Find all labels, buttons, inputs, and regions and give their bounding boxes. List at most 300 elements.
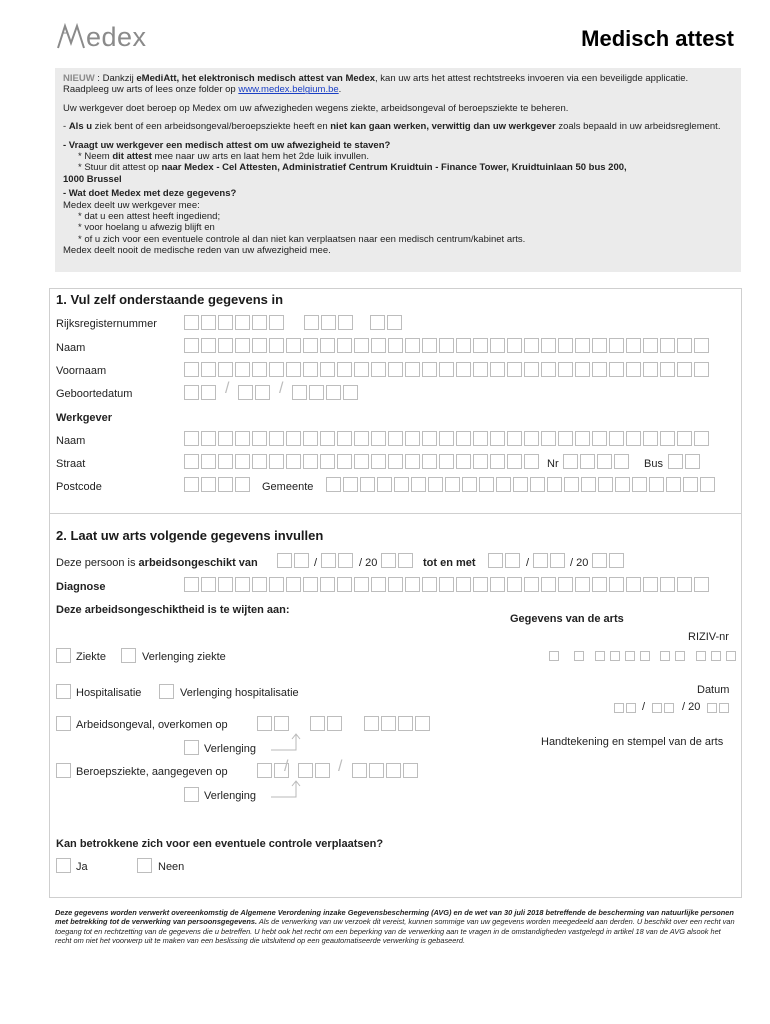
char-box[interactable] bbox=[184, 454, 199, 469]
char-box[interactable] bbox=[541, 362, 556, 377]
char-box[interactable] bbox=[387, 315, 402, 330]
char-box[interactable] bbox=[660, 338, 675, 353]
riziv-input-1[interactable] bbox=[549, 651, 559, 661]
char-box[interactable] bbox=[707, 703, 717, 713]
char-box[interactable] bbox=[660, 362, 675, 377]
char-box[interactable] bbox=[456, 338, 471, 353]
char-box[interactable] bbox=[592, 553, 607, 568]
char-box[interactable] bbox=[405, 577, 420, 592]
char-box[interactable] bbox=[422, 338, 437, 353]
char-box[interactable] bbox=[422, 362, 437, 377]
char-box[interactable] bbox=[303, 577, 318, 592]
char-box[interactable] bbox=[439, 454, 454, 469]
char-box[interactable] bbox=[549, 651, 559, 661]
char-box[interactable] bbox=[381, 716, 396, 731]
char-box[interactable] bbox=[609, 338, 624, 353]
char-box[interactable] bbox=[343, 385, 358, 400]
char-box[interactable] bbox=[626, 338, 641, 353]
privacy-footer bbox=[55, 908, 735, 946]
char-box[interactable] bbox=[255, 385, 270, 400]
char-box[interactable] bbox=[405, 454, 420, 469]
char-box[interactable] bbox=[473, 577, 488, 592]
char-box[interactable] bbox=[320, 338, 335, 353]
char-box[interactable] bbox=[371, 338, 386, 353]
char-box[interactable] bbox=[422, 454, 437, 469]
char-box[interactable] bbox=[388, 362, 403, 377]
char-box[interactable] bbox=[558, 577, 573, 592]
char-box[interactable] bbox=[473, 362, 488, 377]
char-box[interactable] bbox=[597, 454, 612, 469]
riziv-input-3[interactable] bbox=[595, 651, 650, 661]
char-box[interactable] bbox=[505, 553, 520, 568]
char-box[interactable] bbox=[184, 362, 199, 377]
char-box[interactable] bbox=[320, 362, 335, 377]
char-box[interactable] bbox=[238, 385, 253, 400]
char-box[interactable] bbox=[574, 651, 584, 661]
char-box[interactable] bbox=[320, 431, 335, 446]
char-box[interactable] bbox=[352, 763, 367, 778]
char-box[interactable] bbox=[580, 454, 595, 469]
van-month-input[interactable] bbox=[321, 553, 353, 568]
char-box[interactable] bbox=[456, 431, 471, 446]
char-box[interactable] bbox=[640, 651, 650, 661]
char-box[interactable] bbox=[524, 431, 539, 446]
char-box[interactable] bbox=[218, 338, 233, 353]
char-box[interactable] bbox=[184, 315, 199, 330]
char-box[interactable] bbox=[235, 577, 250, 592]
char-box[interactable] bbox=[364, 716, 379, 731]
char-box[interactable] bbox=[626, 577, 641, 592]
char-box[interactable] bbox=[327, 716, 342, 731]
char-box[interactable] bbox=[694, 431, 709, 446]
char-box[interactable] bbox=[490, 362, 505, 377]
char-box[interactable] bbox=[694, 362, 709, 377]
char-box[interactable] bbox=[643, 431, 658, 446]
char-box[interactable] bbox=[218, 577, 233, 592]
char-box[interactable] bbox=[643, 338, 658, 353]
char-box[interactable] bbox=[218, 362, 233, 377]
char-box[interactable] bbox=[218, 477, 233, 492]
char-box[interactable] bbox=[609, 577, 624, 592]
char-box[interactable] bbox=[274, 716, 289, 731]
char-box[interactable] bbox=[337, 338, 352, 353]
char-box[interactable] bbox=[286, 454, 301, 469]
char-box[interactable] bbox=[649, 477, 664, 492]
postcode-input[interactable] bbox=[184, 477, 250, 492]
char-box[interactable] bbox=[398, 716, 413, 731]
char-box[interactable] bbox=[462, 477, 477, 492]
char-box[interactable] bbox=[294, 553, 309, 568]
char-box[interactable] bbox=[286, 577, 301, 592]
char-box[interactable] bbox=[473, 338, 488, 353]
char-box[interactable] bbox=[575, 431, 590, 446]
beroepsziekte-month-input[interactable] bbox=[298, 763, 330, 778]
char-box[interactable] bbox=[592, 431, 607, 446]
char-box[interactable] bbox=[694, 338, 709, 353]
char-box[interactable] bbox=[677, 362, 692, 377]
char-box[interactable] bbox=[479, 477, 494, 492]
char-box[interactable] bbox=[370, 315, 385, 330]
tot-month-input[interactable] bbox=[533, 553, 565, 568]
char-box[interactable] bbox=[726, 651, 736, 661]
char-box[interactable] bbox=[524, 338, 539, 353]
char-box[interactable] bbox=[564, 477, 579, 492]
char-box[interactable] bbox=[338, 553, 353, 568]
char-box[interactable] bbox=[660, 431, 675, 446]
char-box[interactable] bbox=[201, 338, 216, 353]
char-box[interactable] bbox=[184, 431, 199, 446]
char-box[interactable] bbox=[269, 577, 284, 592]
tot-year-input[interactable] bbox=[592, 553, 624, 568]
char-box[interactable] bbox=[439, 431, 454, 446]
medex-logo-m-icon bbox=[56, 23, 86, 49]
char-box[interactable] bbox=[354, 431, 369, 446]
char-box[interactable] bbox=[677, 431, 692, 446]
char-box[interactable] bbox=[309, 385, 324, 400]
char-box[interactable] bbox=[321, 553, 336, 568]
char-box[interactable] bbox=[626, 431, 641, 446]
char-box[interactable] bbox=[696, 651, 706, 661]
char-box[interactable] bbox=[269, 338, 284, 353]
info-bullet: * of u zich voor een eventuele controle al dan niet kan verplaatsen naar een medisch centrum/kabinet arts. bbox=[78, 233, 526, 245]
char-box[interactable] bbox=[371, 454, 386, 469]
char-box[interactable] bbox=[643, 362, 658, 377]
char-box[interactable] bbox=[677, 577, 692, 592]
char-box[interactable] bbox=[337, 577, 352, 592]
char-box[interactable] bbox=[488, 553, 503, 568]
char-box[interactable] bbox=[411, 477, 426, 492]
char-box[interactable] bbox=[303, 362, 318, 377]
char-box[interactable] bbox=[677, 338, 692, 353]
char-box[interactable] bbox=[201, 577, 216, 592]
char-box[interactable] bbox=[371, 577, 386, 592]
char-box[interactable] bbox=[235, 315, 250, 330]
char-box[interactable] bbox=[252, 577, 267, 592]
char-box[interactable] bbox=[377, 477, 392, 492]
char-box[interactable] bbox=[496, 477, 511, 492]
char-box[interactable] bbox=[269, 454, 284, 469]
geboortedatum-year-input[interactable] bbox=[292, 385, 358, 400]
char-box[interactable] bbox=[415, 716, 430, 731]
char-box[interactable] bbox=[507, 577, 522, 592]
char-box[interactable] bbox=[422, 431, 437, 446]
char-box[interactable] bbox=[632, 477, 647, 492]
riziv-input-2[interactable] bbox=[574, 651, 584, 661]
char-box[interactable] bbox=[235, 477, 250, 492]
voornaam-input[interactable] bbox=[184, 362, 709, 377]
char-box[interactable] bbox=[252, 338, 267, 353]
char-box[interactable] bbox=[337, 454, 352, 469]
char-box[interactable] bbox=[507, 431, 522, 446]
char-box[interactable] bbox=[513, 477, 528, 492]
char-box[interactable] bbox=[398, 553, 413, 568]
char-box[interactable] bbox=[320, 454, 335, 469]
datum-day-input[interactable] bbox=[614, 703, 636, 713]
char-box[interactable] bbox=[490, 431, 505, 446]
char-box[interactable] bbox=[354, 338, 369, 353]
char-box[interactable] bbox=[303, 338, 318, 353]
char-box[interactable] bbox=[456, 362, 471, 377]
checkbox-verlenging-hospitalisatie[interactable] bbox=[159, 684, 174, 699]
char-box[interactable] bbox=[524, 454, 539, 469]
char-box[interactable] bbox=[592, 362, 607, 377]
char-box[interactable] bbox=[439, 577, 454, 592]
checkbox-beroepsziekte[interactable] bbox=[56, 763, 71, 778]
char-box[interactable] bbox=[626, 362, 641, 377]
char-box[interactable] bbox=[660, 651, 670, 661]
char-box[interactable] bbox=[558, 338, 573, 353]
char-box[interactable] bbox=[388, 431, 403, 446]
char-box[interactable] bbox=[592, 577, 607, 592]
char-box[interactable] bbox=[386, 763, 401, 778]
char-box[interactable] bbox=[403, 763, 418, 778]
char-box[interactable] bbox=[235, 362, 250, 377]
char-box[interactable] bbox=[286, 362, 301, 377]
checkbox-neen[interactable] bbox=[137, 858, 152, 873]
char-box[interactable] bbox=[428, 477, 443, 492]
char-box[interactable] bbox=[326, 385, 341, 400]
info-text: ziek bent of een arbeidsongeval/beroepsziekte heeft en bbox=[92, 121, 331, 133]
van-day-input[interactable] bbox=[277, 553, 309, 568]
char-box[interactable] bbox=[218, 454, 233, 469]
checkbox-hospitalisatie[interactable] bbox=[56, 684, 71, 699]
char-box[interactable] bbox=[660, 577, 675, 592]
char-box[interactable] bbox=[337, 362, 352, 377]
char-box[interactable] bbox=[530, 477, 545, 492]
char-box[interactable] bbox=[343, 477, 358, 492]
char-box[interactable] bbox=[326, 477, 341, 492]
char-box[interactable] bbox=[666, 477, 681, 492]
checkbox-ja[interactable] bbox=[56, 858, 71, 873]
char-box[interactable] bbox=[269, 315, 284, 330]
char-box[interactable] bbox=[369, 763, 384, 778]
char-box[interactable] bbox=[550, 553, 565, 568]
char-box[interactable] bbox=[252, 431, 267, 446]
char-box[interactable] bbox=[218, 431, 233, 446]
char-box[interactable] bbox=[609, 362, 624, 377]
char-box[interactable] bbox=[388, 577, 403, 592]
info-text: : Dankzij bbox=[94, 73, 137, 84]
char-box[interactable] bbox=[252, 315, 267, 330]
arbeidsongeval-day-input[interactable] bbox=[257, 716, 289, 731]
label-diagnose: Diagnose bbox=[56, 581, 106, 593]
datum-month-input[interactable] bbox=[652, 703, 674, 713]
char-box[interactable] bbox=[201, 315, 216, 330]
char-box[interactable] bbox=[490, 338, 505, 353]
char-box[interactable] bbox=[201, 362, 216, 377]
char-box[interactable] bbox=[235, 454, 250, 469]
char-box[interactable] bbox=[445, 477, 460, 492]
char-box[interactable] bbox=[338, 315, 353, 330]
char-box[interactable] bbox=[388, 338, 403, 353]
char-box[interactable] bbox=[524, 577, 539, 592]
char-box[interactable] bbox=[201, 454, 216, 469]
char-box[interactable] bbox=[668, 454, 683, 469]
char-box[interactable] bbox=[558, 431, 573, 446]
char-box[interactable] bbox=[439, 338, 454, 353]
char-box[interactable] bbox=[405, 338, 420, 353]
char-box[interactable] bbox=[625, 651, 635, 661]
char-box[interactable] bbox=[610, 651, 620, 661]
char-box[interactable] bbox=[320, 577, 335, 592]
naam-input[interactable] bbox=[184, 338, 709, 353]
van-year-input[interactable] bbox=[381, 553, 413, 568]
char-box[interactable] bbox=[541, 577, 556, 592]
char-box[interactable] bbox=[201, 431, 216, 446]
char-box[interactable] bbox=[286, 338, 301, 353]
char-box[interactable] bbox=[675, 651, 685, 661]
char-box[interactable] bbox=[541, 338, 556, 353]
char-box[interactable] bbox=[473, 454, 488, 469]
char-box[interactable] bbox=[298, 763, 313, 778]
char-box[interactable] bbox=[473, 431, 488, 446]
riziv-input-5[interactable] bbox=[696, 651, 736, 661]
label-arbeidsongeschikt-van bbox=[56, 557, 258, 569]
char-box[interactable] bbox=[422, 577, 437, 592]
rijksregisternummer-input-3[interactable] bbox=[370, 315, 402, 330]
gemeente-input[interactable] bbox=[326, 477, 715, 492]
arbeidsongeval-year-input[interactable] bbox=[364, 716, 430, 731]
char-box[interactable] bbox=[615, 477, 630, 492]
char-box[interactable] bbox=[257, 763, 272, 778]
char-box[interactable] bbox=[371, 431, 386, 446]
char-box[interactable] bbox=[541, 431, 556, 446]
checkbox-verlenging-arbeidsongeval[interactable] bbox=[184, 740, 199, 755]
char-box[interactable] bbox=[507, 338, 522, 353]
rijksregisternummer-input-2[interactable] bbox=[304, 315, 353, 330]
char-box[interactable] bbox=[575, 362, 590, 377]
riziv-input-4[interactable] bbox=[660, 651, 685, 661]
label-werkgever-naam: Naam bbox=[56, 435, 86, 447]
char-box[interactable] bbox=[575, 338, 590, 353]
char-box[interactable] bbox=[252, 362, 267, 377]
char-box[interactable] bbox=[439, 362, 454, 377]
char-box[interactable] bbox=[490, 577, 505, 592]
medex-website-link[interactable]: www.medex.belgium.be bbox=[238, 84, 339, 96]
werkgever-naam-input[interactable] bbox=[184, 431, 709, 446]
logo-text: edex bbox=[86, 22, 147, 52]
char-box[interactable] bbox=[286, 431, 301, 446]
char-box[interactable] bbox=[581, 477, 596, 492]
char-box[interactable] bbox=[201, 385, 216, 400]
arbeidsongeval-month-input[interactable] bbox=[310, 716, 342, 731]
char-box[interactable] bbox=[184, 477, 199, 492]
char-box[interactable] bbox=[507, 454, 522, 469]
char-box[interactable] bbox=[609, 553, 624, 568]
char-box[interactable] bbox=[547, 477, 562, 492]
char-box[interactable] bbox=[304, 315, 319, 330]
char-box[interactable] bbox=[257, 716, 272, 731]
checkbox-arbeidsongeval[interactable] bbox=[56, 716, 71, 731]
label-voornaam: Voornaam bbox=[56, 365, 107, 377]
info-text: . bbox=[338, 84, 342, 96]
geboortedatum-day-input[interactable] bbox=[184, 385, 216, 400]
char-box[interactable] bbox=[269, 362, 284, 377]
char-box[interactable] bbox=[592, 338, 607, 353]
char-box[interactable] bbox=[303, 431, 318, 446]
checkbox-verlenging-beroepsziekte[interactable] bbox=[184, 787, 199, 802]
char-box[interactable] bbox=[394, 477, 409, 492]
datum-year-input[interactable] bbox=[707, 703, 729, 713]
char-box[interactable] bbox=[626, 703, 636, 713]
info-text-bold: niet kan gaan werken, verwittig dan uw werkgever bbox=[330, 121, 556, 133]
char-box[interactable] bbox=[711, 651, 721, 661]
char-box[interactable] bbox=[269, 431, 284, 446]
char-box[interactable] bbox=[201, 477, 216, 492]
char-box[interactable] bbox=[490, 454, 505, 469]
char-box[interactable] bbox=[360, 477, 375, 492]
char-box[interactable] bbox=[235, 431, 250, 446]
year-prefix: / 20 bbox=[570, 557, 589, 569]
char-box[interactable] bbox=[354, 362, 369, 377]
diagnose-input[interactable] bbox=[184, 577, 709, 592]
char-box[interactable] bbox=[700, 477, 715, 492]
char-box[interactable] bbox=[524, 362, 539, 377]
char-box[interactable] bbox=[277, 553, 292, 568]
char-box[interactable] bbox=[694, 577, 709, 592]
char-box[interactable] bbox=[218, 315, 233, 330]
char-box[interactable] bbox=[595, 651, 605, 661]
char-box[interactable] bbox=[683, 477, 698, 492]
char-box[interactable] bbox=[575, 577, 590, 592]
char-box[interactable] bbox=[388, 454, 403, 469]
nr-input[interactable] bbox=[563, 454, 629, 469]
char-box[interactable] bbox=[184, 338, 199, 353]
char-box[interactable] bbox=[719, 703, 729, 713]
char-box[interactable] bbox=[664, 703, 674, 713]
geboortedatum-month-input[interactable] bbox=[238, 385, 270, 400]
char-box[interactable] bbox=[292, 385, 307, 400]
char-box[interactable] bbox=[310, 716, 325, 731]
checkbox-ziekte[interactable] bbox=[56, 648, 71, 663]
beroepsziekte-year-input[interactable] bbox=[352, 763, 418, 778]
char-box[interactable] bbox=[652, 703, 662, 713]
rijksregisternummer-input[interactable] bbox=[184, 315, 284, 330]
checkbox-verlenging-ziekte[interactable] bbox=[121, 648, 136, 663]
char-box[interactable] bbox=[456, 454, 471, 469]
label-riziv-nr: RIZIV-nr bbox=[688, 631, 729, 643]
char-box[interactable] bbox=[456, 577, 471, 592]
straat-input[interactable] bbox=[184, 454, 539, 469]
char-box[interactable] bbox=[354, 454, 369, 469]
char-box[interactable] bbox=[614, 703, 624, 713]
char-box[interactable] bbox=[184, 385, 199, 400]
char-box[interactable] bbox=[507, 362, 522, 377]
char-box[interactable] bbox=[609, 431, 624, 446]
char-box[interactable] bbox=[563, 454, 578, 469]
char-box[interactable] bbox=[184, 577, 199, 592]
char-box[interactable] bbox=[533, 553, 548, 568]
char-box[interactable] bbox=[558, 362, 573, 377]
char-box[interactable] bbox=[405, 362, 420, 377]
bus-input[interactable] bbox=[668, 454, 700, 469]
char-box[interactable] bbox=[303, 454, 318, 469]
char-box[interactable] bbox=[598, 477, 613, 492]
char-box[interactable] bbox=[354, 577, 369, 592]
char-box[interactable] bbox=[405, 431, 420, 446]
char-box[interactable] bbox=[381, 553, 396, 568]
char-box[interactable] bbox=[252, 454, 267, 469]
char-box[interactable] bbox=[235, 338, 250, 353]
char-box[interactable] bbox=[685, 454, 700, 469]
char-box[interactable] bbox=[315, 763, 330, 778]
char-box[interactable] bbox=[371, 362, 386, 377]
tot-day-input[interactable] bbox=[488, 553, 520, 568]
char-box[interactable] bbox=[643, 577, 658, 592]
char-box[interactable] bbox=[614, 454, 629, 469]
char-box[interactable] bbox=[321, 315, 336, 330]
char-box[interactable] bbox=[337, 431, 352, 446]
